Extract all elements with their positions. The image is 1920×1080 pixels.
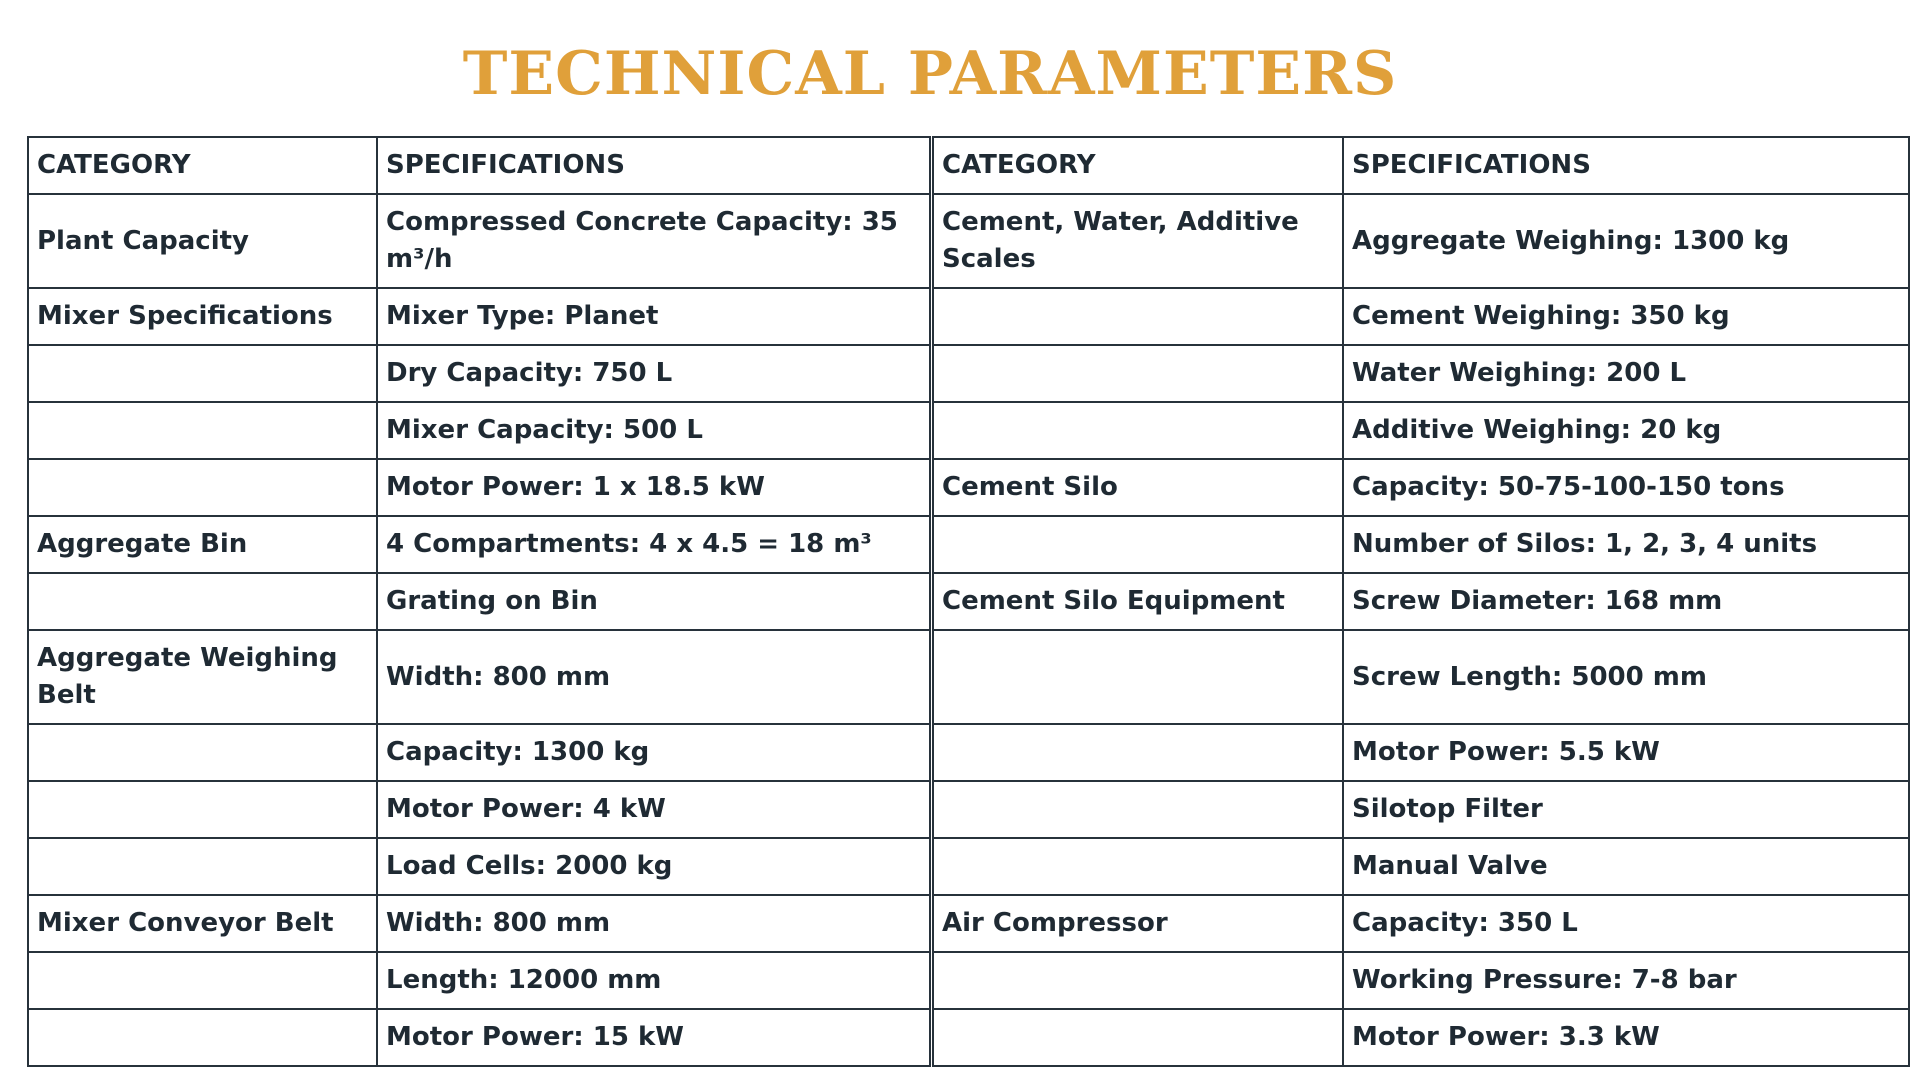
- category-cell: [28, 459, 377, 516]
- table-row: [28, 516, 930, 573]
- table-row: [933, 516, 1909, 573]
- category-cell: [28, 345, 377, 402]
- table-row: [28, 952, 930, 1009]
- table-row: [28, 838, 930, 895]
- table-row: [28, 194, 930, 288]
- table-row: [933, 573, 1909, 630]
- specification-cell: Screw Diameter: 168 mm: [1343, 573, 1909, 630]
- specification-cell: Manual Valve: [1343, 838, 1909, 895]
- category-cell: [28, 402, 377, 459]
- specification-cell: Load Cells: 2000 kg: [377, 838, 930, 895]
- category-cell: Cement Silo: [933, 459, 1343, 516]
- category-cell: Mixer Conveyor Belt: [28, 895, 377, 952]
- table-row: [933, 724, 1909, 781]
- table-row: [933, 459, 1909, 516]
- category-cell: [28, 573, 377, 630]
- specification-cell: Number of Silos: 1, 2, 3, 4 units: [1343, 516, 1909, 573]
- table-row: [28, 630, 930, 724]
- table-row: [28, 573, 930, 630]
- category-cell: [28, 781, 377, 838]
- category-cell: [933, 288, 1343, 345]
- specification-cell: Width: 800 mm: [377, 630, 930, 724]
- specification-cell: Capacity: 350 L: [1343, 895, 1909, 952]
- category-cell: [933, 345, 1343, 402]
- category-cell: [28, 1009, 377, 1066]
- category-cell: [933, 1009, 1343, 1066]
- category-cell: [933, 952, 1343, 1009]
- category-cell: [933, 781, 1343, 838]
- category-cell: [28, 838, 377, 895]
- specification-cell: Working Pressure: 7-8 bar: [1343, 952, 1909, 1009]
- category-cell: [933, 516, 1343, 573]
- specification-cell: Cement Weighing: 350 kg: [1343, 288, 1909, 345]
- category-cell: Aggregate Bin: [28, 516, 377, 573]
- table-header-row: [933, 137, 1909, 194]
- specification-cell: Silotop Filter: [1343, 781, 1909, 838]
- table-header-row: [28, 137, 930, 194]
- table-row: [933, 952, 1909, 1009]
- category-cell: Mixer Specifications: [28, 288, 377, 345]
- parameters-table-left: [27, 136, 931, 1067]
- table-row: [28, 895, 930, 952]
- table-row: [933, 402, 1909, 459]
- table-row: [933, 630, 1909, 724]
- parameters-tables: [27, 136, 1905, 1067]
- specification-cell: Motor Power: 4 kW: [377, 781, 930, 838]
- table-row: [28, 724, 930, 781]
- table-row: [933, 194, 1909, 288]
- specification-cell: Capacity: 1300 kg: [377, 724, 930, 781]
- table-row: [28, 345, 930, 402]
- specification-cell: Additive Weighing: 20 kg: [1343, 402, 1909, 459]
- table-row: [933, 288, 1909, 345]
- specification-cell: Aggregate Weighing: 1300 kg: [1343, 194, 1909, 288]
- table-row: [28, 459, 930, 516]
- table-row: [933, 895, 1909, 952]
- category-cell: [933, 724, 1343, 781]
- specification-cell: 4 Compartments: 4 x 4.5 = 18 m³: [377, 516, 930, 573]
- category-cell: Cement Silo Equipment: [933, 573, 1343, 630]
- category-cell: [28, 724, 377, 781]
- specification-cell: Dry Capacity: 750 L: [377, 345, 930, 402]
- specification-cell: Motor Power: 1 x 18.5 kW: [377, 459, 930, 516]
- specification-cell: Mixer Type: Planet: [377, 288, 930, 345]
- specification-cell: Water Weighing: 200 L: [1343, 345, 1909, 402]
- category-cell: [933, 402, 1343, 459]
- table-row: [933, 1009, 1909, 1066]
- specification-cell: Motor Power: 15 kW: [377, 1009, 930, 1066]
- table-row: [28, 1009, 930, 1066]
- specification-cell: Width: 800 mm: [377, 895, 930, 952]
- specification-cell: Motor Power: 3.3 kW: [1343, 1009, 1909, 1066]
- parameters-table-right: [932, 136, 1910, 1067]
- category-cell: Air Compressor: [933, 895, 1343, 952]
- category-cell: [933, 630, 1343, 724]
- header-category: CATEGORY: [28, 137, 377, 194]
- page-title: TECHNICAL PARAMETERS: [462, 39, 1398, 109]
- table-row: [28, 402, 930, 459]
- category-cell: Aggregate Weighing Belt: [28, 630, 377, 724]
- specification-cell: Screw Length: 5000 mm: [1343, 630, 1909, 724]
- table-row: [933, 781, 1909, 838]
- category-cell: [933, 838, 1343, 895]
- specification-cell: Motor Power: 5.5 kW: [1343, 724, 1909, 781]
- header-category: CATEGORY: [933, 137, 1343, 194]
- category-cell: [28, 952, 377, 1009]
- table-row: [28, 288, 930, 345]
- table-row: [933, 345, 1909, 402]
- header-specifications: SPECIFICATIONS: [377, 137, 930, 194]
- specification-cell: Compressed Concrete Capacity: 35 m³/h: [377, 194, 930, 288]
- table-row: [28, 781, 930, 838]
- category-cell: Cement, Water, Additive Scales: [933, 194, 1343, 288]
- category-cell: Plant Capacity: [28, 194, 377, 288]
- specification-cell: Mixer Capacity: 500 L: [377, 402, 930, 459]
- specification-cell: Length: 12000 mm: [377, 952, 930, 1009]
- header-specifications: SPECIFICATIONS: [1343, 137, 1909, 194]
- specification-cell: Capacity: 50-75-100-150 tons: [1343, 459, 1909, 516]
- table-row: [933, 838, 1909, 895]
- specification-cell: Grating on Bin: [377, 573, 930, 630]
